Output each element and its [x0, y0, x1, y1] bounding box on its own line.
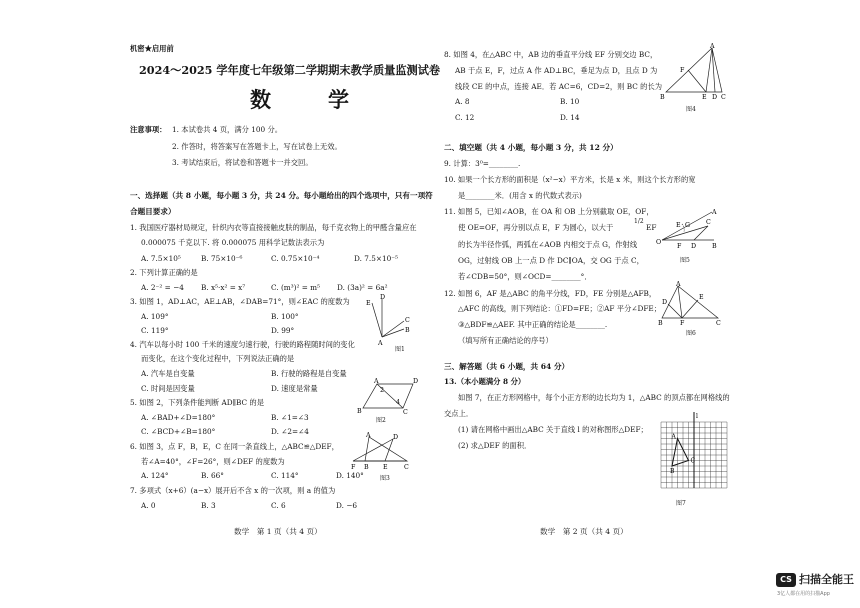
q13-head: 13.（本小题满分 8 分） — [444, 377, 526, 386]
q4-option-a: A. 汽车是自变量 — [141, 369, 195, 378]
q8-line3: 线段 CE 的中点，连接 AE．若 AC=6，CD=2，则 BC 的长为 — [455, 82, 663, 91]
note-1: 1. 本试卷共 4 页，满分 100 分。 — [172, 125, 283, 134]
q11-line3: 的长为半径作弧，两弧在∠AOB 内相交于点 G，作射线 — [458, 240, 638, 249]
note-2: 2. 作答时，将答案写在答题卡上，写在试卷上无效。 — [172, 142, 342, 151]
q8-option-c: C. 12 — [455, 113, 475, 122]
q2-stem: 2. 下列计算正确的是 — [130, 268, 198, 277]
q6-option-c: C. 114° — [271, 471, 299, 480]
fig6-label-c: C — [716, 320, 721, 327]
fig5-label-c: C — [706, 219, 711, 226]
q5-option-d: D. ∠2=∠4 — [271, 427, 309, 436]
fig2-angle-2: 2 — [380, 387, 385, 394]
fig1-caption: 图1 — [395, 346, 405, 353]
q1-option-c: C. 0.75×10⁻⁴ — [271, 254, 320, 263]
q11-line2: 使 OE=OF，再分别以点 E，F 为圆心，以大于 — [458, 223, 614, 232]
camscanner-logo: CS — [776, 573, 796, 587]
q4-option-d: D. 速度是常量 — [271, 384, 318, 393]
section1-title-cont: 合题目要求） — [130, 207, 176, 216]
q7-option-d: D. −6 — [336, 501, 357, 510]
fig2-label-d: D — [413, 378, 419, 385]
q3-option-b: B. 100° — [271, 312, 299, 321]
fig5-label-d: D — [691, 243, 697, 250]
fig2-angle-4: 4 — [396, 399, 401, 406]
q6-option-b: B. 66° — [201, 471, 224, 480]
q7-option-c: C. 6 — [271, 501, 286, 510]
figure-5 — [656, 210, 718, 250]
section3-title: 三、解答题（共 6 小题，共 64 分） — [444, 362, 570, 371]
q4-line1: 4. 汽车以每小时 100 千米的速度匀速行驶，行驶的路程随时间的变化 — [130, 340, 355, 349]
q13-part2: (2) 求△DEF 的面积． — [458, 441, 532, 450]
q12-line4: （填写所有正确结论的序号） — [458, 336, 553, 345]
q7-option-a: A. 0 — [141, 501, 156, 510]
fig1-label-d: D — [380, 294, 386, 301]
q4-line2: 而变化，在这个变化过程中，下列说法正确的是 — [141, 354, 295, 363]
fig5-label-f: F — [677, 243, 682, 250]
q5-option-c: C. ∠BCD+∠B=180° — [141, 427, 216, 436]
q11-line2-ef: EF — [646, 223, 657, 232]
fig5-label-o: O — [656, 239, 662, 246]
q2-option-b: B. x⁵·x² = x⁷ — [201, 283, 246, 292]
section1-title: 一、选择题（共 8 小题，每小题 3 分，共 24 分。每小题给出的四个选项中，只有一项符 — [130, 191, 433, 200]
note-3: 3. 考试结束后，将试卷和答题卡一并交回。 — [172, 158, 313, 167]
fig6-label-d: D — [662, 299, 668, 306]
q11-line4: OG，过射线 OB 上一点 D 作 DC∥OA，交 OG 于点 C， — [458, 256, 644, 265]
q2-option-a: A. 2⁻² = −4 — [141, 283, 184, 292]
q5-option-b: B. ∠1=∠3 — [271, 413, 309, 422]
fig4-label-f: F — [680, 67, 685, 74]
fig4-label-e: E — [702, 94, 707, 101]
fig6-caption: 图6 — [686, 330, 696, 337]
q2-option-d: D. (3a)² = 6a² — [337, 283, 388, 292]
fig7-caption: 图7 — [676, 500, 686, 507]
q11-line5: 若∠CDB=50°，则∠OCD=________°． — [458, 272, 592, 281]
figure-4 — [660, 44, 726, 100]
q1-option-b: B. 75×10⁻⁶ — [201, 254, 243, 263]
subject-title: 数 学 — [250, 87, 367, 112]
q13-line1: 如图 7，在正方形网格中，每个小正方形的边长均为 1，△ABC 的顶点都在网格线的 — [458, 393, 730, 402]
fig5-label-b: B — [712, 243, 717, 250]
q13-part1: (1) 请在网格中画出△ABC 关于直线 l 的对称图形△DEF； — [458, 425, 648, 434]
q10-line1: 10. 如果一个长方形的面积是（x²−x）平方米，长是 x 米，则这个长方形的宽 — [444, 175, 696, 184]
fig3-label-f: F — [351, 464, 356, 471]
q12-line2: △AFC 的高线，则下列结论：①FD=FE；②AF 平分∠DFE； — [458, 304, 662, 313]
q11-line1: 11. 如图 5，已知∠AOB，在 OA 和 OB 上分别截取 OE，OF， — [444, 207, 654, 216]
fig5-label-e: E — [676, 222, 681, 229]
fig1-label-b: B — [405, 327, 410, 334]
camscanner-slogan: 3亿人都在用的扫描App — [777, 591, 830, 597]
fig1-label-e: E — [366, 300, 371, 307]
q8-line2: AB 于点 E，F，过点 A 作 AD⊥BC，垂足为点 D，且点 D 为 — [455, 66, 658, 75]
figure-3 — [349, 433, 411, 471]
q9-stem: 9. 计算：3⁰=________. — [444, 159, 521, 168]
q12-line3: ③△BDF≌△AEF. 其中正确的结论是________. — [458, 320, 608, 329]
q3-stem: 3. 如图 1，AD⊥AC，AE⊥AB，∠DAB=71°，则∠EAC 的度数为 — [130, 297, 350, 306]
fig4-label-c: C — [721, 94, 726, 101]
secret-label: 机密★启用前 — [130, 44, 174, 53]
q12-line1: 12. 如图 6，AF 是△ABC 的角平分线，FD，FE 分别是△AFB， — [444, 289, 657, 298]
q8-option-a: A. 8 — [455, 97, 470, 106]
figure-6 — [658, 282, 722, 326]
fig3-label-c: C — [404, 464, 409, 471]
q10-line2: 是________米．(用含 x 的代数式表示) — [458, 191, 582, 200]
q6-line1: 6. 如图 3，点 F，B，E，C 在同一条直线上，△ABC≌△DEF， — [130, 442, 339, 451]
exam-title: 2024～2025 学年度七年级第二学期期末教学质量监测试卷 — [139, 63, 441, 77]
fig3-label-d: D — [393, 434, 399, 441]
q3-option-a: A. 109° — [141, 312, 169, 321]
q3-option-d: D. 99° — [271, 326, 295, 335]
fig2-label-b: B — [357, 408, 362, 415]
q2-option-c: C. (m³)² = m⁵ — [271, 283, 321, 292]
q5-option-a: A. ∠BAD+∠D=180° — [141, 413, 216, 422]
fig2-caption: 图2 — [376, 417, 386, 424]
q4-option-b: B. 行驶的路程是自变量 — [271, 369, 347, 378]
q8-option-b: B. 10 — [560, 97, 580, 106]
q13-line2: 交点上． — [444, 409, 474, 418]
fig3-caption: 图3 — [380, 475, 390, 482]
q3-option-c: C. 119° — [141, 326, 169, 335]
fig3-label-a: A — [366, 432, 371, 439]
footer-page-1: 数学 第 1 页（共 4 页） — [234, 527, 322, 536]
q1-option-d: D. 7.5×10⁻⁵ — [354, 254, 399, 263]
fig7-label-b: B — [670, 468, 675, 475]
fig7-label-a: A — [671, 433, 676, 441]
fig1-label-c: C — [405, 317, 410, 324]
fig7-label-c: C — [690, 457, 696, 465]
figure-2 — [355, 378, 417, 414]
fig4-label-b: B — [660, 94, 665, 101]
q4-option-c: C. 时间是因变量 — [141, 384, 195, 393]
fig4-label-d: D — [712, 94, 718, 101]
fig6-label-e: E — [699, 294, 704, 301]
footer-page-2: 数学 第 2 页（共 4 页） — [540, 527, 628, 536]
fig4-label-a: A — [710, 43, 715, 50]
q7-option-b: B. 3 — [201, 501, 216, 510]
q11-fraction: 1/2 — [634, 218, 644, 225]
q8-option-d: D. 14 — [560, 113, 580, 122]
camscanner-name: 扫描全能王 — [799, 573, 854, 586]
fig6-label-b: B — [658, 320, 663, 327]
section2-title: 二、填空题（共 4 小题，每小题 3 分，共 12 分） — [444, 143, 618, 152]
fig5-label-g: G — [685, 222, 691, 229]
q6-option-a: A. 124° — [141, 471, 169, 480]
q1-line2: 0.000075 千克以下. 将 0.000075 用科学记数法表示为 — [141, 238, 325, 247]
line-l-label: l — [696, 413, 698, 420]
fig3-label-b: B — [364, 464, 369, 471]
q8-line1: 8. 如图 4，在△ABC 中，AB 边的垂直平分线 EF 分别交边 BC， — [444, 50, 658, 59]
q6-option-d: D. 140° — [336, 471, 364, 480]
q1-option-a: A. 7.5×10⁵ — [141, 254, 181, 263]
figure-1 — [362, 295, 412, 347]
notes-label: 注意事项： — [130, 125, 167, 134]
fig5-label-a: A — [712, 209, 717, 216]
fig3-label-e: E — [383, 464, 388, 471]
q6-line2: 若∠A=40°，∠F=26°，则∠DEF 的度数为 — [141, 457, 285, 466]
triangle-abc — [672, 439, 689, 467]
fig4-caption: 图4 — [686, 106, 696, 113]
fig2-label-a: A — [374, 378, 379, 385]
fig5-caption: 图5 — [680, 257, 690, 264]
q1-line1: 1. 我国医疗器材局规定，针织内衣等直接接触皮肤的制品，每千克衣物上的甲醛含量应在 — [130, 223, 417, 232]
figure-7 — [657, 410, 731, 498]
q7-stem: 7. 多项式（x+6）(a−x）展开后不含 x 的一次项，则 a 的值为 — [130, 486, 336, 495]
fig2-label-c: C — [403, 409, 408, 416]
q5-stem: 5. 如图 2，下列条件能判断 AD∥BC 的是 — [130, 398, 265, 407]
fig6-label-f: F — [680, 320, 685, 327]
fig1-label-a: A — [378, 340, 383, 347]
fig6-label-a: A — [676, 281, 681, 288]
